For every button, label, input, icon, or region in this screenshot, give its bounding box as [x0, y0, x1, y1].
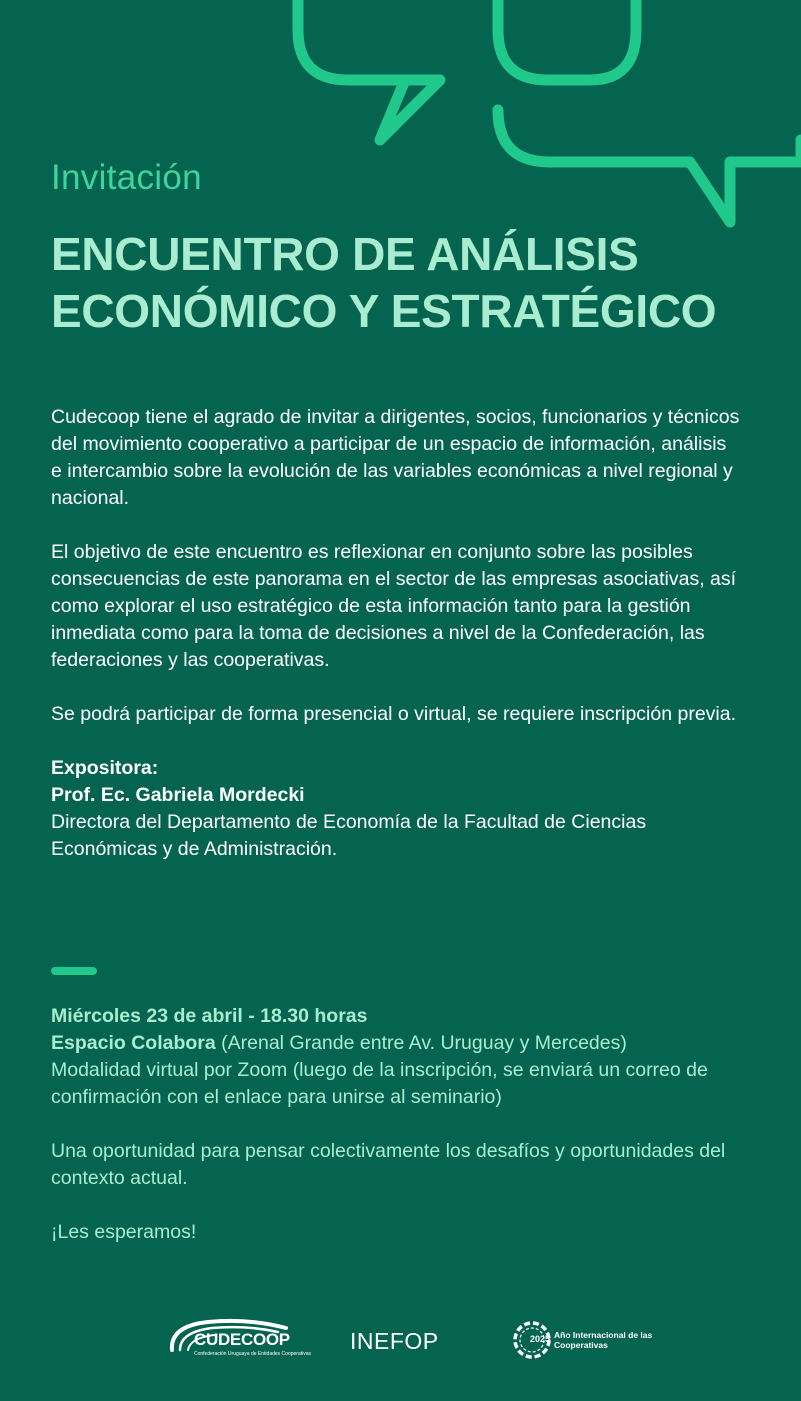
inefop-logo: INEFOP [350, 1328, 439, 1354]
cudecoop-subtitle: Confederación Uruguaya de Entidades Cooperativas [194, 1351, 312, 1357]
title-line-2: ECONÓMICO Y ESTRATÉGICO [51, 285, 717, 337]
section-divider [51, 967, 97, 975]
speech-bubble-lower-icon [498, 110, 801, 222]
page-title [51, 226, 771, 340]
objective-paragraph: El objetivo de este encuentro es reflexionar en conjunto sobre las posibles consecuencias de este panorama en el sector de las empresas asociativas, así como explorar el uso estratégico de esta información tanto para la gestión inmediata como para la toma de decisiones a nivel de la Confederación, las federaciones y las cooperativas. [51, 541, 737, 671]
event-venue-name: Espacio Colabora [51, 1032, 216, 1054]
event-datetime: Miércoles 23 de abril - 18.30 horas [51, 1005, 368, 1027]
invitation-body [51, 404, 741, 863]
speaker-block [51, 755, 741, 863]
speech-bubble-right-icon [498, 0, 636, 80]
event-closing: ¡Les esperamos! [51, 1221, 197, 1243]
coop-year-label: 2025 [530, 1334, 551, 1344]
event-tagline: Una oportunidad para pensar colectivamente los desafíos y oportunidades del contexto actual. [51, 1140, 726, 1189]
event-virtual-info: Modalidad virtual por Zoom (luego de la inscripción, se enviará un correo de confirmación con el enlace para unirse al seminario) [51, 1059, 708, 1108]
event-details [51, 1003, 751, 1273]
event-venue-address: (Arenal Grande entre Av. Uruguay y Mercedes) [215, 1032, 627, 1054]
speaker-role: Directora del Departamento de Economía de la Facultad de Ciencias Económicas y de Administración. [51, 811, 647, 860]
speaker-name: Prof. Ec. Gabriela Mordecki [51, 784, 305, 806]
speech-bubbles-decoration [0, 0, 801, 240]
speech-bubble-left-icon [298, 0, 440, 140]
coop-year-text: Año Internacional de las Cooperativas [554, 1330, 653, 1350]
international-coop-year-logo [510, 1316, 653, 1364]
eyebrow-label: Invitación [51, 158, 202, 197]
cudecoop-wordmark: CUDECOOP [194, 1330, 290, 1349]
cudecoop-logo [168, 1316, 312, 1360]
footer-logos [0, 1310, 801, 1370]
title-line-1: ENCUENTRO DE ANÁLISIS [51, 228, 639, 280]
intro-paragraph: Cudecoop tiene el agrado de invitar a dirigentes, socios, funcionarios y técnicos del movimiento cooperativo a participar de un espacio de información, análisis e intercambio sobre la evolución de las variables económicas a nivel regional y nacional. [51, 406, 740, 509]
speaker-label: Expositora: [51, 757, 159, 779]
participation-paragraph: Se podrá participar de forma presencial o virtual, se requiere inscripción previa. [51, 703, 737, 725]
